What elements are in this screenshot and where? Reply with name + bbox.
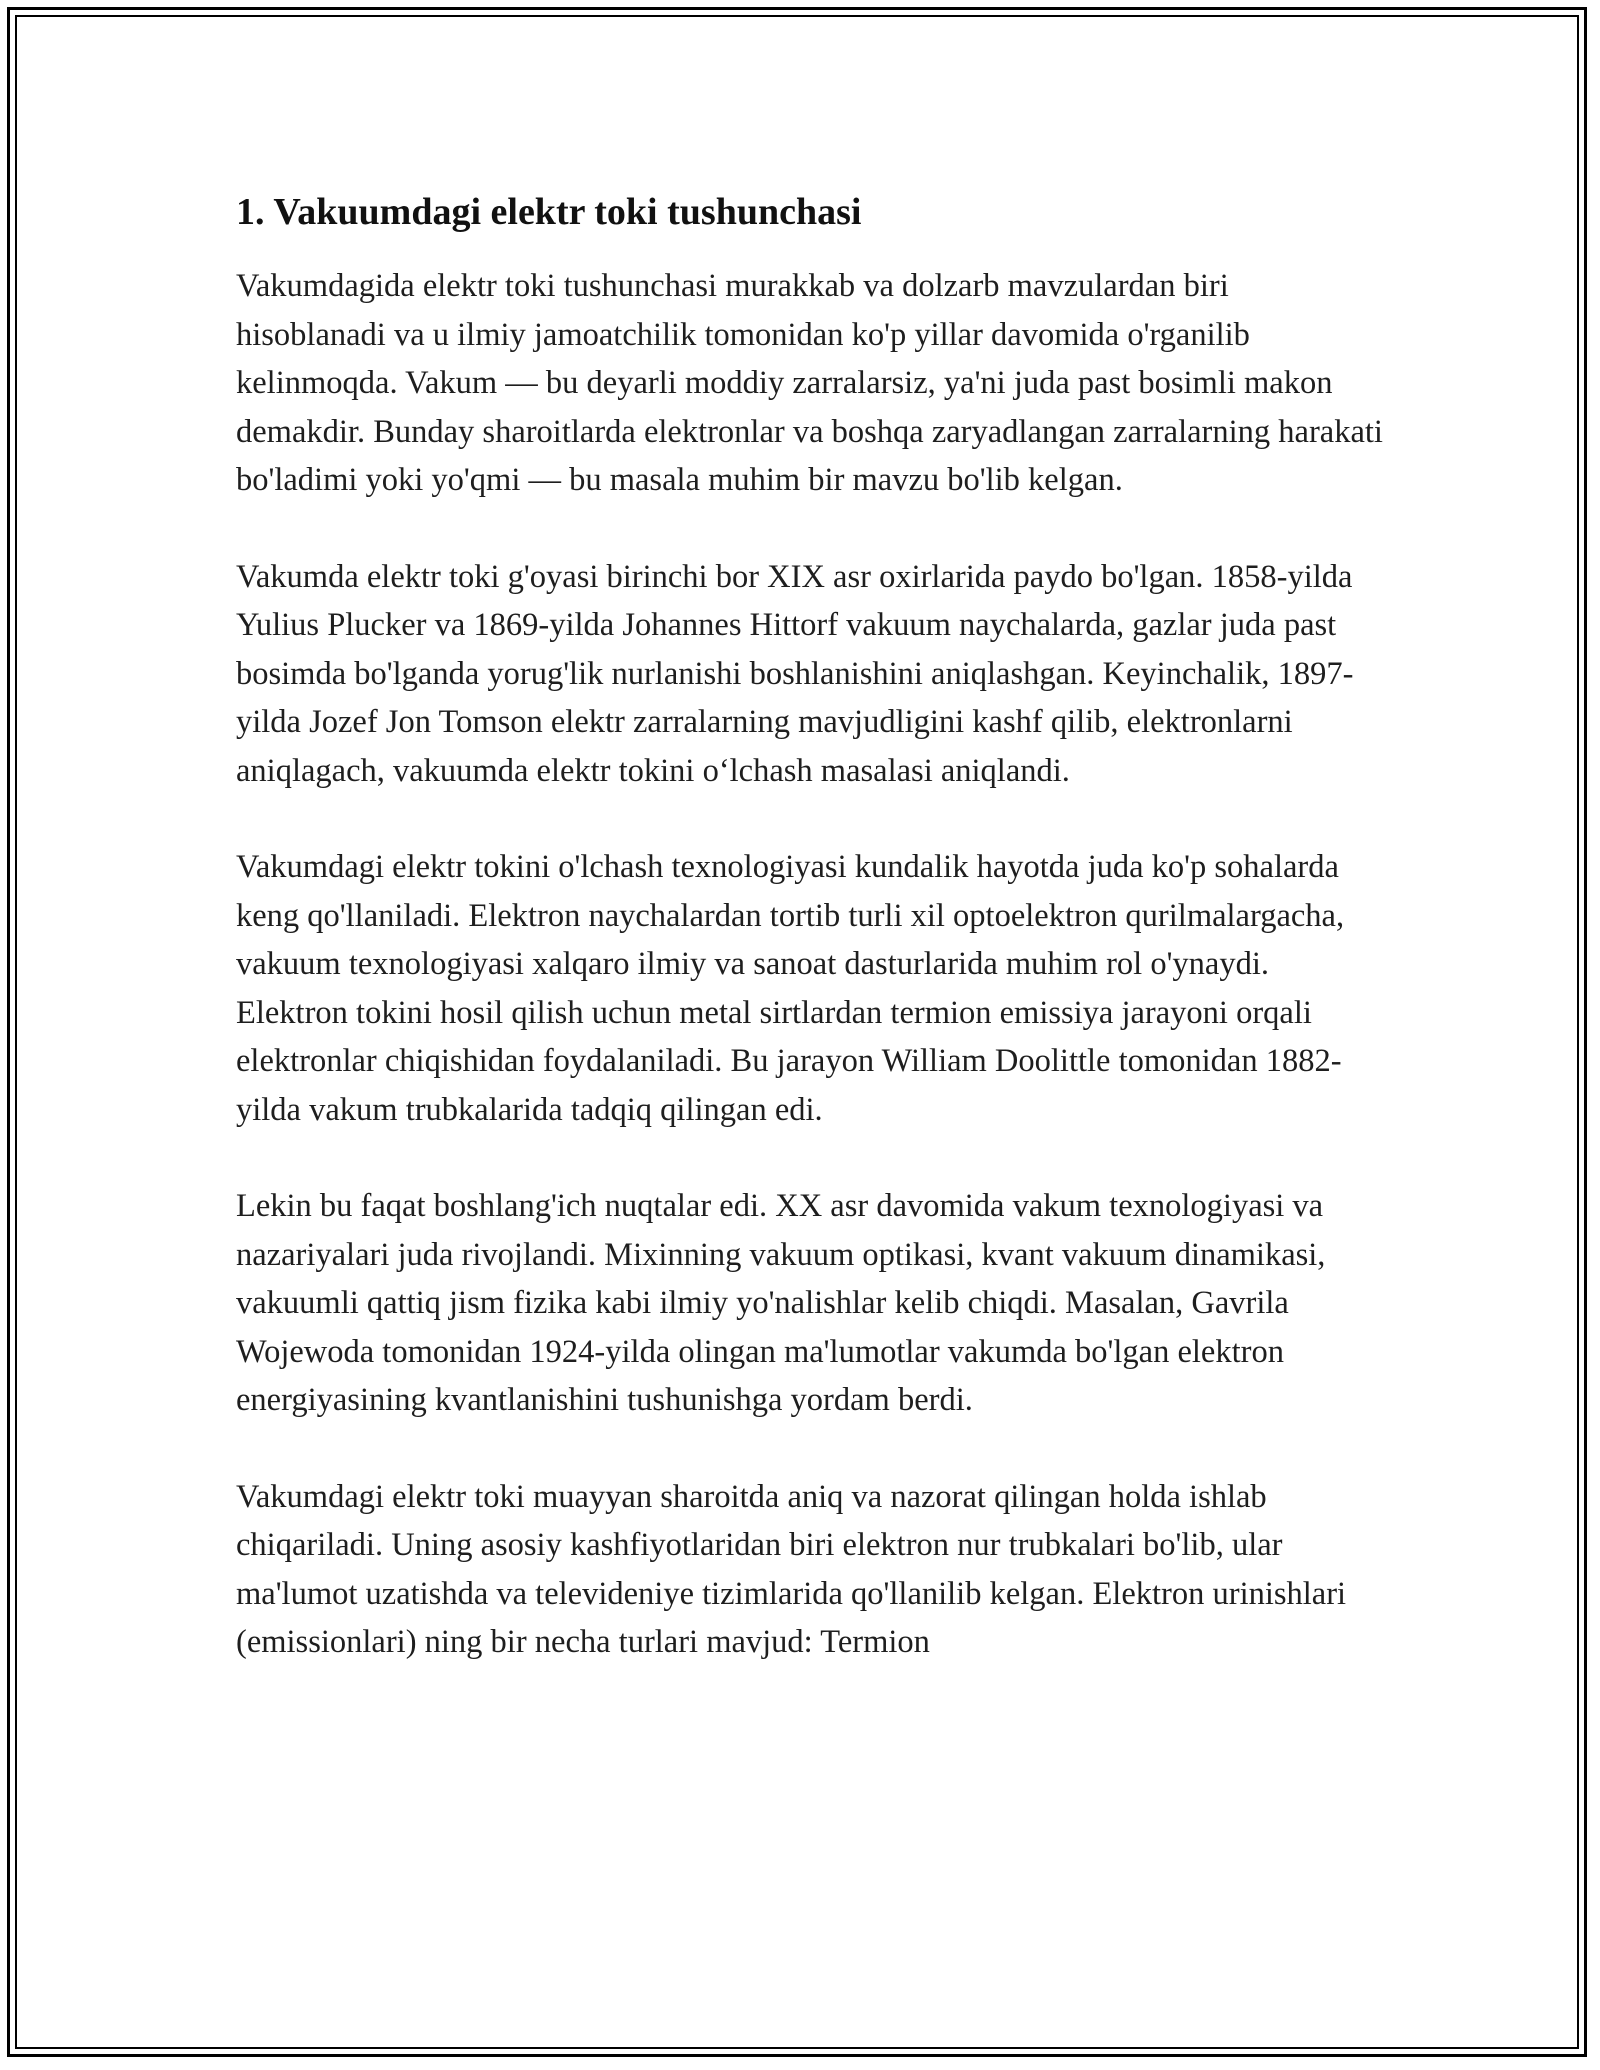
paragraph-3: Vakumdagi elektr tokini o'lchash texnologiyasi kundalik hayotda juda ko'p sohalarda keng qo'llaniladi. Elektron naychalardan tortib turli xil optoelektron qurilmalargacha, vakuum texnologiyasi xalqaro ilmiy va sanoat dasturlarida muhim rol o'ynaydi. Elektron tokini hosil qilish uchun metal sirtlardan termion emissiya jarayoni orqali elektronlar chiqishidan foydalaniladi. Bu jarayon William Doolittle tomonidan 1882-yilda vakum trubkalarida tadqiq qilingan edi. (236, 849, 1345, 1128)
paragraph-1: Vakumdagida elektr toki tushunchasi murakkab va dolzarb mavzulardan biri hisoblanadi va u ilmiy jamoatchilik tomonidan ko'p yillar davomida o'rganilib kelinmoqda. Vakum — bu deyarli moddiy zarralarsiz, ya'ni juda past bosimli makon demakdir. Bunday sharoitlarda elektronlar va boshqa zaryadlangan zarralarning harakati bo'ladimi yoki yo'qmi — bu masala muhim bir mavzu bo'lib kelgan. (236, 268, 1383, 498)
document-body (236, 188, 1386, 1715)
paragraph-5: Vakumdagi elektr toki muayyan sharoitda aniq va nazorat qilingan holda ishlab chiqariladi. Uning asosiy kashfiyotlaridan biri elektron nur trubkalari bo'lib, ular ma'lumot uzatishda va televideniye tizimlarida qo'llanilib kelgan. Elektron urinishlari (emissionlari) ning bir necha turlari mavjud: Termion (236, 1478, 1347, 1660)
paragraph-2: Vakumda elektr toki g'oyasi birinchi bor XIX asr oxirlarida paydo bo'lgan. 1858-yilda Yulius Plucker va 1869-yilda Johannes Hittorf vakuum naychalarda, gazlar juda past bosimda bo'lganda yorug'lik nurlanishi boshlanishini aniqlashgan. Keyinchalik, 1897-yilda Jozef Jon Tomson elektr zarralarning mavjudligini kashf qilib, elektronlarni aniqlagach, vakuumda elektr tokini o‘lchash masalasi aniqlandi. (236, 558, 1354, 789)
paragraph-4: Lekin bu faqat boshlang'ich nuqtalar edi. XX asr davomida vakum texnologiyasi va nazariyalari juda rivojlandi. Mixinning vakuum optikasi, kvant vakuum dinamikasi, vakuumli qattiq jism fizika kabi ilmiy yo'nalishlar kelib chiqdi. Masalan, Gavrila Wojewoda tomonidan 1924-yilda olingan ma'lumotlar vakumda bo'lgan elektron energiyasining kvantlanishini tushunishga yordam berdi. (236, 1188, 1326, 1418)
section-heading: 1. Vakuumdagi elektr toki tushunchasi (236, 191, 862, 233)
